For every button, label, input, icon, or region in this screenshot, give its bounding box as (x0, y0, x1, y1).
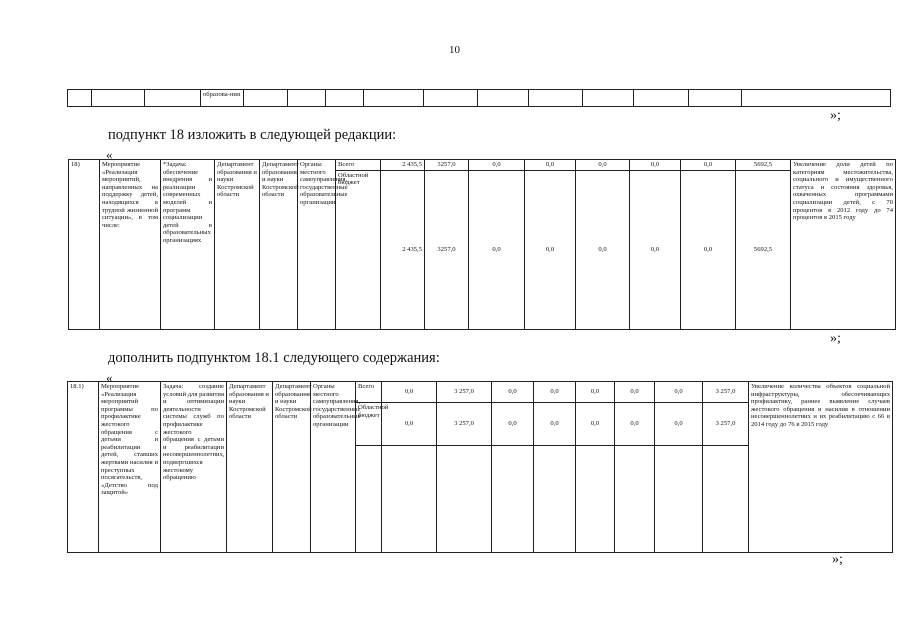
value-cell: 0,0 (615, 382, 655, 403)
activity-cell: Мероприятие «Реализация мероприятий программы по профилактике жестокого обращения с детьми и реабилитации детей, ставших жертвами насилия и преступных посягательств, «Детство под защитой» (99, 382, 161, 553)
section1-table (68, 159, 896, 330)
value-cell: 0,0 (382, 382, 437, 403)
value-cell: 0,0 (576, 170, 630, 329)
value-cell: 3 257,0 (703, 403, 749, 446)
empty-cell (382, 446, 437, 553)
executor-cell: Департамент образования и науки Костромской области (227, 382, 273, 553)
value-cell: 0,0 (576, 382, 615, 403)
empty-cell (689, 90, 742, 107)
executor-cell: Департамент образования и науки Костромской области (273, 382, 311, 553)
empty-cell (364, 90, 424, 107)
closing-quote: »; (830, 331, 841, 346)
empty-cell (583, 90, 634, 107)
value-cell: 0,0 (525, 170, 576, 329)
page-number: 10 (449, 44, 460, 56)
task-cell: *Задача: обеспечение внедрения и реализации современных моделей и программ социализации детей в образовательных организациях (161, 160, 215, 330)
top-fragment-table (67, 89, 891, 107)
value-cell: 5692,5 (736, 160, 791, 171)
value-cell: 3 257,0 (437, 382, 492, 403)
result-cell: Увеличение доли детей по категориям местожительства, социального и имущественного статуса и состояния здоровья, охваченных программами социализации детей, с 70 процентов в 2012 году до 74 процентов в 2015 году (791, 160, 896, 330)
empty-cell (742, 90, 891, 107)
source-total: Всего (336, 160, 381, 171)
value-cell: 0,0 (492, 403, 534, 446)
empty-cell (326, 90, 364, 107)
empty-cell (576, 446, 615, 553)
empty-cell (634, 90, 689, 107)
value-cell: 2 435,5 (381, 170, 425, 329)
source-regional: Областной бюджет (356, 403, 382, 446)
section2-table (67, 381, 893, 553)
empty-cell (424, 90, 478, 107)
closing-quote: »; (832, 552, 843, 567)
empty-cell (529, 90, 583, 107)
opening-quote: « (106, 370, 113, 385)
empty-cell (68, 90, 92, 107)
section-heading: подпункт 18 изложить в следующей редакции: (108, 127, 397, 143)
source-regional: Областной бюджет (336, 170, 381, 329)
value-cell: 3257,0 (425, 160, 469, 171)
empty-cell (703, 446, 749, 553)
activity-cell: Мероприятие «Реализация мероприятий, направленных на поддержку детей, находящихся в трудной жизненной ситуации», в том числе: (100, 160, 161, 330)
value-cell: 0,0 (681, 170, 736, 329)
value-cell: 0,0 (655, 403, 703, 446)
row-number: 18.1) (68, 382, 99, 553)
empty-cell (615, 446, 655, 553)
executor-cell: Департамент образования и науки Костромской области (215, 160, 260, 330)
value-cell: 0,0 (534, 403, 576, 446)
value-cell: 3 257,0 (703, 382, 749, 403)
value-cell: 0,0 (681, 160, 736, 171)
value-cell: 0,0 (469, 170, 525, 329)
empty-cell (655, 446, 703, 553)
executor-cell: Департамент образования и науки Костромской области (260, 160, 298, 330)
empty-cell (145, 90, 201, 107)
executor-cell: Органы местного самоуправления, государственные образовательные организации (298, 160, 336, 330)
value-cell: 5692,5 (736, 170, 791, 329)
result-cell: Увеличение количества объектов социальной инфраструктуры, обеспечивающих профилактику, раннее выявление случаев жестокого обращения и насилия в отношении несовершеннолетних и их реабилитацию с 66 в 2014 году до 76 в 2015 году (749, 382, 893, 553)
empty-cell (356, 446, 382, 553)
value-cell: 0,0 (630, 160, 681, 171)
value-cell: 0,0 (382, 403, 437, 446)
section-heading: дополнить подпунктом 18.1 следующего содержания: (108, 350, 440, 366)
fragment-cell: образова-ния (201, 90, 244, 107)
value-cell: 0,0 (576, 403, 615, 446)
value-cell: 0,0 (534, 382, 576, 403)
value-cell: 0,0 (655, 382, 703, 403)
empty-cell (478, 90, 529, 107)
closing-quote: »; (830, 108, 841, 123)
value-cell: 3257,0 (425, 170, 469, 329)
opening-quote: « (106, 147, 113, 162)
empty-cell (92, 90, 145, 107)
row-number: 18) (69, 160, 100, 330)
value-cell: 3 257,0 (437, 403, 492, 446)
empty-cell (437, 446, 492, 553)
source-total: Всего (356, 382, 382, 403)
value-cell: 0,0 (615, 403, 655, 446)
executor-cell: Органы местного самоуправления, государственные образовательные организации (311, 382, 356, 553)
empty-cell (492, 446, 534, 553)
empty-cell (534, 446, 576, 553)
empty-cell (288, 90, 326, 107)
value-cell: 0,0 (469, 160, 525, 171)
task-cell: Задача: создание условий для развития и оптимизации деятельности системы служб по профилактике жестокого обращения с детьми и реабилитации несовершеннолетних, подвергшихся жестокому обращению (161, 382, 227, 553)
value-cell: 0,0 (576, 160, 630, 171)
empty-cell (244, 90, 288, 107)
value-cell: 0,0 (492, 382, 534, 403)
value-cell: 0,0 (630, 170, 681, 329)
value-cell: 0,0 (525, 160, 576, 171)
value-cell: 2 435,5 (381, 160, 425, 171)
